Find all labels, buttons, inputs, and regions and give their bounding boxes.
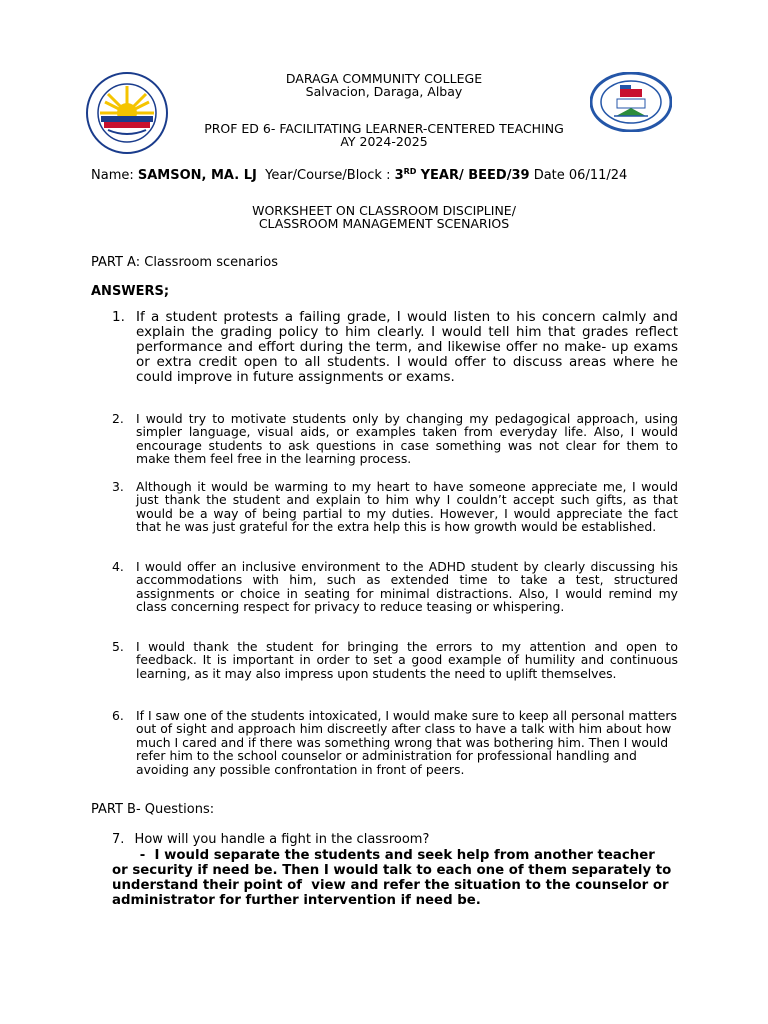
block-label: Year/Course/Block : — [265, 168, 391, 183]
answer-number: 4. — [112, 559, 124, 574]
answer-number: 2. — [112, 411, 124, 426]
question-answer: - I would separate the students and seek help from another teacher or security if need be. Then I would talk to each one of them separately to understand their point of view and refer the situation to the counselor or administrator for further intervention if need be. — [112, 848, 676, 908]
answer-item — [112, 709, 678, 776]
answer-text: I would try to motivate students only by changing my pedagogical approach, using simpler language, visual aids, or examples taken from everyday life. Also, I would encourage students to ask questions in case something was not clear for them to make them feel free in the learning process. — [136, 411, 678, 467]
answer-text: I would offer an inclusive environment to the ADHD student by clearly discussing his accommodations with him, such as extended time to take a test, structured assignments or choice in seating for minimal distractions. Also, I would remind my class concerning respect for privacy to reduce teasing or whispering. — [136, 559, 678, 615]
student-info-line — [91, 168, 627, 183]
question-number: 7. — [112, 832, 125, 847]
course-title: PROF ED 6- FACILITATING LEARNER-CENTERED TEACHING — [204, 121, 564, 136]
answer-item — [112, 412, 678, 466]
answer-item — [112, 560, 678, 614]
answer-item — [112, 640, 678, 680]
answer-number: 6. — [112, 708, 124, 723]
name-label: Name: — [91, 168, 134, 183]
student-name: SAMSON, MA. LJ — [137, 168, 257, 183]
academic-year: AY 2024-2025 — [340, 134, 428, 149]
college-address: Salvacion, Daraga, Albay — [305, 84, 463, 99]
part-b-heading: PART B- Questions: — [91, 802, 215, 817]
college-name: DARAGA COMMUNITY COLLEGE — [285, 71, 483, 86]
question-text: How will you handle a fight in the classroom? — [134, 832, 430, 847]
year-number: 3 — [394, 168, 404, 183]
part-a-heading: PART A: Classroom scenarios — [91, 255, 279, 270]
worksheet-title-line2: CLASSROOM MANAGEMENT SCENARIOS — [258, 216, 510, 231]
worksheet-title-line1: WORKSHEET ON CLASSROOM DISCIPLINE/ — [252, 203, 516, 218]
answer-text: I would thank the student for bringing the errors to my attention and open to feedback. It is important in order to set a good example of humility and continuous learning, as it may also impress upon students the need to uplift themselves. — [136, 639, 678, 681]
course-block: YEAR/ BEED/39 — [420, 168, 530, 183]
answer-text: If a student protests a failing grade, I would listen to his concern calmly and explain the grading policy to him clearly. I would tell him that grades reflect performance and effort during the term, and likewise offer no make- up exams or extra credit open to all students. I would offer to discuss areas where he could improve in future assignments or exams. — [136, 309, 678, 385]
question-item — [112, 832, 429, 847]
answers-heading: ANSWERS; — [91, 284, 170, 299]
date-value: 06/11/24 — [568, 168, 628, 183]
answer-number: 3. — [112, 479, 124, 494]
answer-number: 1. — [112, 309, 125, 325]
answer-number: 5. — [112, 639, 124, 654]
answer-item — [112, 480, 678, 534]
year-superscript: RD — [403, 167, 417, 176]
answer-text: Although it would be warming to my heart to have someone appreciate me, I would just thank the student and explain to him why I couldn’t accept such gifts, as that would be a way of being partial to my duties. However, I would appreciate the fact that he was just grateful for the extra help this is how growth would be established. — [136, 479, 678, 535]
answer-item — [112, 310, 678, 385]
answer-text: If I saw one of the students intoxicated, I would make sure to keep all personal matters out of sight and approach him discreetly after class to have a talk with him about how much I cared and if there was something wrong that was bothering him. Then I would refer him to the school counselor or administration for professional handling and avoiding any possible confrontation in front of peers. — [136, 708, 677, 777]
date-label: Date — [533, 168, 565, 183]
